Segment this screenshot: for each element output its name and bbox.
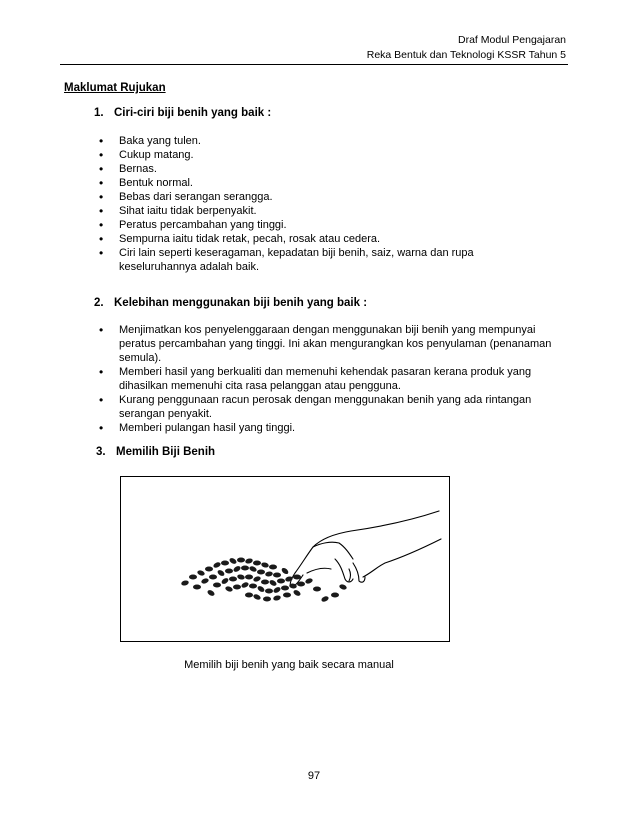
list-item: • Sempurna iaitu tidak retak, pecah, rosak atau cedera. bbox=[97, 232, 517, 246]
figure-frame bbox=[120, 476, 450, 642]
section-3-heading bbox=[96, 446, 215, 458]
hand-illustration bbox=[290, 511, 441, 587]
header-divider bbox=[60, 64, 568, 65]
section-2-number: 2. bbox=[94, 297, 104, 309]
section-title: Maklumat Rujukan bbox=[64, 82, 166, 94]
list-item: • Peratus percambahan yang tinggi. bbox=[97, 218, 517, 232]
header-module-title: Draf Modul Pengajaran bbox=[458, 34, 566, 46]
list-item: • Cukup matang. bbox=[97, 148, 517, 162]
list-item: • Memberi pulangan hasil yang tinggi. bbox=[97, 421, 575, 435]
section-1-list bbox=[97, 134, 517, 274]
list-item: • Bernas. bbox=[97, 162, 517, 176]
figure-caption: Memilih biji benih yang baik secara manual bbox=[184, 659, 394, 671]
list-item: • Kurang penggunaan racun perosak dengan menggunakan benih yang ada rintangan serangan penyakit. bbox=[97, 393, 575, 421]
section-2-list bbox=[97, 323, 575, 435]
list-item: • Bentuk normal. bbox=[97, 176, 517, 190]
list-item: • Memberi hasil yang berkualiti dan memenuhi kehendak pasaran kerana produk yang dihasilkan memenuhi cita rasa pelanggan atau pengguna. bbox=[97, 365, 575, 393]
section-2-title: Kelebihan menggunakan biji benih yang baik : bbox=[114, 297, 368, 309]
list-item: • Ciri lain seperti keseragaman, kepadatan biji benih, saiz, warna dan rupa keseluruhannya adalah baik. bbox=[97, 246, 517, 274]
list-item: • Baka yang tulen. bbox=[97, 134, 517, 148]
header-subject-title: Reka Bentuk dan Teknologi KSSR Tahun 5 bbox=[366, 49, 566, 61]
list-item: • Sihat iaitu tidak berpenyakit. bbox=[97, 204, 517, 218]
page-number: 97 bbox=[307, 770, 321, 782]
section-1-number: 1. bbox=[94, 107, 104, 119]
section-3-number: 3. bbox=[96, 446, 106, 458]
section-3-title: Memilih Biji Benih bbox=[116, 446, 216, 458]
section-1-heading bbox=[94, 107, 271, 119]
section-2-heading bbox=[94, 297, 367, 309]
list-item: • Menjimatkan kos penyelenggaraan dengan menggunakan biji benih yang mempunyai peratus percambahan yang tinggi. Ini akan mengurangkan kos penyulaman (penanaman semula). bbox=[97, 323, 575, 365]
seed-pile bbox=[181, 557, 348, 603]
list-item: • Bebas dari serangan serangga. bbox=[97, 190, 517, 204]
section-1-title: Ciri-ciri biji benih yang baik : bbox=[114, 107, 272, 119]
page-header bbox=[367, 33, 566, 63]
seed-selection-illustration bbox=[121, 477, 451, 643]
